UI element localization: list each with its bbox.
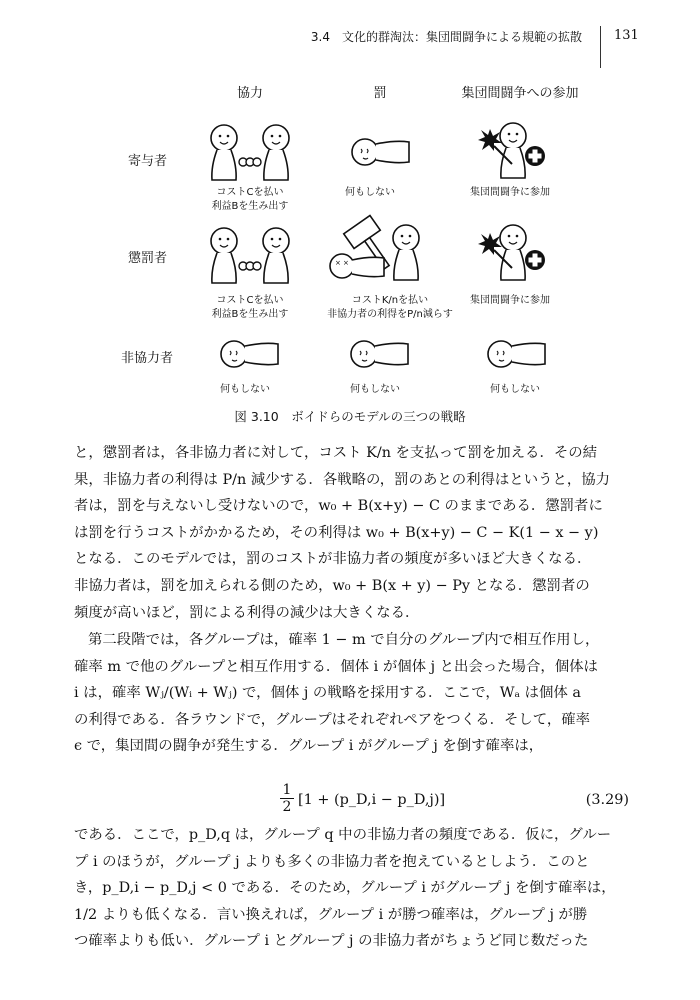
- text-line: 頻度が高いほど，罰による利得の減少は大きくなる．: [74, 604, 420, 621]
- row-label-contributor: 寄与者: [128, 154, 168, 169]
- punisher-cooperate-icon: [211, 228, 289, 283]
- text-line: 者は，罰を与えないし受けないので，w₀ + B(x+y) − C のままである．懲罰者に: [74, 498, 603, 515]
- caption-line: 集団間闘争に参加: [470, 295, 550, 306]
- text-line: き，p_D,i − p_D,j < 0 である．そのため，グループ i がグループ j を倒す確率は，: [74, 880, 616, 897]
- punisher-punish-icon: [330, 215, 419, 280]
- defector-no-war-icon: [488, 341, 545, 367]
- equation-3-29: [74, 782, 629, 822]
- caption-line: コストK/nを払い: [351, 295, 429, 306]
- caption-defector-war: [470, 383, 560, 397]
- equation-number: (3.29): [585, 792, 629, 808]
- contributor-cooperate-icon: [211, 125, 289, 180]
- text-line: の利得である．各ラウンドで，グループはそれぞれペアをつくる．そして，確率: [74, 711, 591, 728]
- text-line: 確率 m で他のグループと相互作用する．個体 i が個体 j と出会った場合，個体は: [74, 658, 598, 675]
- caption-line: 非協力者の利得をP/n減らす: [327, 309, 453, 320]
- text-line: となる．このモデルでは，罰のコストが非協力者の頻度が多いほど大きくなる．: [74, 551, 592, 568]
- text-line: ϵ で，集団間の闘争が発生する．グループ i がグループ j を倒す確率は，: [74, 738, 544, 755]
- column-header-cooperate: 協力: [236, 86, 263, 101]
- caption-contributor-cooperate: [190, 186, 310, 214]
- column-header-punish: 罰: [373, 86, 387, 101]
- svg-text:×: ×: [335, 259, 341, 267]
- text-line: と，懲罰者は，各非協力者に対して，コスト K/n を支払って罰を加える．その結: [74, 445, 598, 461]
- contributor-war-icon: [478, 123, 545, 178]
- caption-defector-cooperate: [200, 383, 290, 397]
- equation-numerator: 1: [280, 782, 294, 799]
- caption-contributor-punish: [320, 186, 420, 200]
- paragraph-1: [74, 440, 629, 626]
- paragraph-3: [74, 822, 629, 955]
- paragraph-2: [74, 627, 629, 760]
- text-line: プ i のほうが，グループ j よりも多くの非協力者を抱えているとしよう．このと: [74, 853, 590, 870]
- caption-punisher-war: [450, 294, 570, 308]
- header-section-title: 3.4 文化的群淘汰：集団間闘争による規範の拡散: [310, 30, 582, 44]
- punisher-war-icon: [478, 225, 545, 280]
- defector-no-cooperate-icon: [221, 341, 278, 367]
- text-line: は罰を行うコストがかかるため，その利得は w₀ + B(x+y) − C − K(1 − x − y): [74, 524, 599, 541]
- text-line: 1/2 よりも低くなる．言い換えれば，グループ i が勝つ確率は，グループ j が勝: [74, 906, 588, 923]
- page-number: 131: [614, 28, 639, 43]
- equation-fraction: [280, 782, 294, 815]
- caption-punisher-cooperate: [190, 294, 310, 322]
- equation-expression: [1 + (p_D,i − p_D,j)]: [298, 792, 446, 808]
- text-line: 第二段階では，各グループは，確率 1 − m で自分のグループ内で相互作用し，: [88, 632, 600, 648]
- column-header-war: 集団間闘争への参加: [461, 86, 579, 101]
- contributor-no-punish-icon: [352, 139, 409, 165]
- caption-line: 何もしない: [490, 384, 540, 395]
- text-line: 果，非協力者の利得は P/n 減少する．各戦略の，罰のあとの利得はというと，協力: [74, 471, 611, 488]
- figure-caption: 図 3.10 ボイドらのモデルの三つの戦略: [234, 409, 466, 424]
- row-label-defector: 非協力者: [121, 351, 174, 366]
- caption-line: 利益Bを生み出す: [211, 309, 289, 320]
- caption-defector-punish: [330, 383, 420, 397]
- equation-denominator: 2: [282, 799, 292, 815]
- defector-no-punish-icon: [351, 341, 408, 367]
- caption-line: 何もしない: [345, 187, 395, 198]
- row-label-punisher: 懲罰者: [128, 251, 168, 266]
- caption-contributor-war: [450, 186, 570, 200]
- caption-punisher-punish: [310, 294, 470, 322]
- caption-line: 何もしない: [220, 384, 270, 395]
- text-line: つ確率よりも低い．グループ i とグループ j の非協力者がちょうど同じ数だった: [74, 933, 589, 950]
- text-line: i は，確率 Wⱼ/(Wᵢ + Wⱼ) で，個体 j の戦略を採用する．ここで，Wₐ は個体 a: [74, 685, 581, 702]
- caption-line: コストCを払い: [216, 187, 284, 198]
- svg-text:×: ×: [343, 259, 349, 267]
- caption-line: 利益Bを生み出す: [211, 201, 289, 212]
- caption-line: 集団間闘争に参加: [470, 187, 550, 198]
- text-line: である．ここで，p_D,q は，グループ q 中の非協力者の頻度である．仮に，グルー: [74, 827, 612, 843]
- caption-line: 何もしない: [350, 384, 400, 395]
- caption-line: コストCを払い: [216, 295, 284, 306]
- text-line: 非協力者は，罰を加えられる側のため，w₀ + B(x + y) − Py となる．懲罰者の: [74, 577, 590, 594]
- strategy-illustrations: [0, 0, 700, 400]
